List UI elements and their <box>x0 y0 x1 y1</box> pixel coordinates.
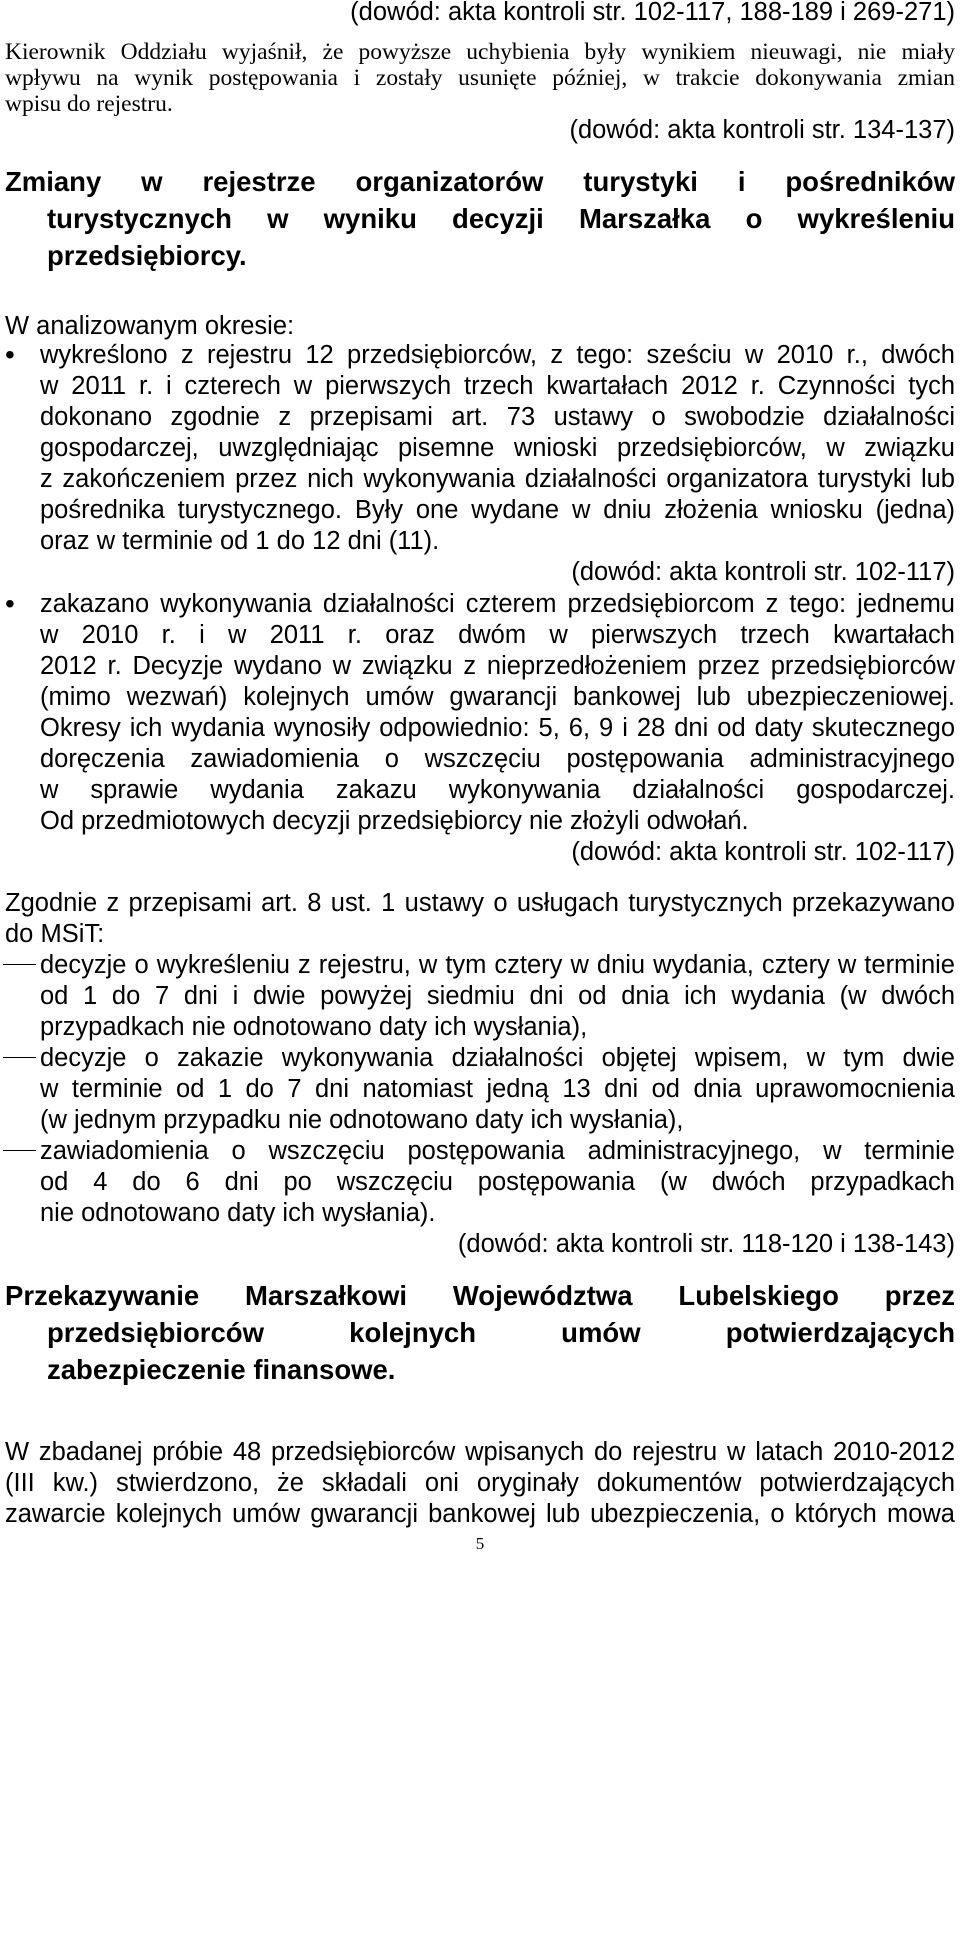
dash-icon <box>3 1150 36 1151</box>
list-item-line: przypadkach nie odnotowano daty ich wysłania), <box>40 1013 588 1041</box>
list-item-line: od 4 do 6 dni po wszczęciu postępowania (w dwóch przypadkach <box>40 1168 955 1196</box>
list-item-line: pośrednika turystycznego. Były one wydane w dniu złożenia wniosku (jedna) <box>40 496 955 524</box>
list-item-line: doręczenia zawiadomienia o wszczęciu postępowania administracyjnego <box>40 745 955 773</box>
list-item-line: zawiadomienia o wszczęciu postępowania administracyjnego, w terminie <box>40 1137 955 1165</box>
list-item-line: dokonano zgodnie z przepisami art. 73 ustawy o swobodzie działalności <box>40 403 955 431</box>
evidence-note: (dowód: akta kontroli str. 134-137) <box>569 116 955 144</box>
evidence-note: (dowód: akta kontroli str. 102-117) <box>571 558 955 586</box>
section-heading: turystycznych w wyniku decyzji Marszałka o wykreśleniu <box>47 203 955 234</box>
bullet-icon: • <box>5 588 15 619</box>
evidence-note: (dowód: akta kontroli str. 118-120 i 138-143) <box>457 1230 955 1258</box>
list-item-line: decyzje o zakazie wykonywania działalności objętej wpisem, w tym dwie <box>40 1044 955 1072</box>
list-item-line: decyzje o wykreśleniu z rejestru, w tym cztery w dniu wydania, cztery w terminie <box>40 951 955 979</box>
section-heading: zabezpieczenie finansowe. <box>47 1354 396 1385</box>
list-item-line: od 1 do 7 dni i dwie powyżej siedmiu dni od dnia ich wydania (w dwóch <box>40 982 955 1010</box>
list-item-line: Od przedmiotowych decyzji przedsiębiorcy nie złożyli odwołań. <box>40 807 749 835</box>
list-item-line: gospodarczej, uwzględniając pisemne wnioski przedsiębiorców, w związku <box>40 434 955 462</box>
paragraph-line: wpływu na wynik postępowania i zostały usunięte później, w trakcie dokonywania zmian <box>5 65 955 91</box>
paragraph-line: do MSiT: <box>5 920 105 948</box>
list-item-line: w 2010 r. i w 2011 r. oraz dwóm w pierwszych trzech kwartałach <box>40 621 955 649</box>
list-item-line: (mimo wezwań) kolejnych umów gwarancji bankowej lub ubezpieczeniowej. <box>40 683 955 711</box>
section-heading: przedsiębiorcy. <box>47 240 247 271</box>
page-number: 5 <box>475 1534 485 1553</box>
list-item-line: nie odnotowano daty ich wysłania). <box>40 1199 436 1227</box>
list-item-line: z zakończeniem przez nich wykonywania działalności organizatora turystyki lub <box>40 465 955 493</box>
paragraph-line: (III kw.) stwierdzono, że składali oni oryginały dokumentów potwierdzających <box>5 1469 955 1497</box>
dash-icon <box>3 1057 36 1058</box>
list-item-line: wykreślono z rejestru 12 przedsiębiorców, z tego: sześciu w 2010 r., dwóch <box>40 341 955 369</box>
section-heading: Przekazywanie Marszałkowi Województwa Lubelskiego przez <box>5 1280 955 1311</box>
list-item-line: w sprawie wydania zakazu wykonywania działalności gospodarczej. <box>40 776 955 804</box>
list-item-line: oraz w terminie od 1 do 12 dni (11). <box>40 527 440 555</box>
dash-icon <box>3 964 36 965</box>
intro-text: W analizowanym okresie: <box>5 312 295 340</box>
list-item-line: w terminie od 1 do 7 dni natomiast jedną 13 dni od dnia uprawomocnienia <box>40 1075 955 1103</box>
paragraph-line: W zbadanej próbie 48 przedsiębiorców wpisanych do rejestru w latach 2010-2012 <box>5 1438 955 1466</box>
list-item-line: w 2011 r. i czterech w pierwszych trzech kwartałach 2012 r. Czynności tych <box>40 372 955 400</box>
list-item-line: zakazano wykonywania działalności czterem przedsiębiorcom z tego: jednemu <box>40 590 955 618</box>
paragraph-line: wpisu do rejestru. <box>5 91 173 117</box>
evidence-note: (dowód: akta kontroli str. 102-117) <box>571 838 955 866</box>
evidence-note: (dowód: akta kontroli str. 102-117, 188-189 i 269-271) <box>350 0 955 26</box>
list-item-line: Okresy ich wydania wynosiły odpowiednio: 5, 6, 9 i 28 dni od daty skutecznego <box>40 714 955 742</box>
list-item-line: 2012 r. Decyzje wydano w związku z nieprzedłożeniem przez przedsiębiorców <box>40 652 955 680</box>
paragraph-line: Kierownik Oddziału wyjaśnił, że powyższe uchybienia były wynikiem nieuwagi, nie miały <box>5 39 955 65</box>
section-heading: przedsiębiorców kolejnych umów potwierdzających <box>47 1317 955 1348</box>
bullet-icon: • <box>5 339 15 370</box>
paragraph-line: Zgodnie z przepisami art. 8 ust. 1 ustawy o usługach turystycznych przekazywano <box>5 889 955 917</box>
list-item-line: (w jednym przypadku nie odnotowano daty ich wysłania), <box>40 1106 684 1134</box>
section-heading: Zmiany w rejestrze organizatorów turystyki i pośredników <box>5 166 955 197</box>
paragraph-line: zawarcie kolejnych umów gwarancji bankowej lub ubezpieczenia, o których mowa <box>5 1500 955 1528</box>
